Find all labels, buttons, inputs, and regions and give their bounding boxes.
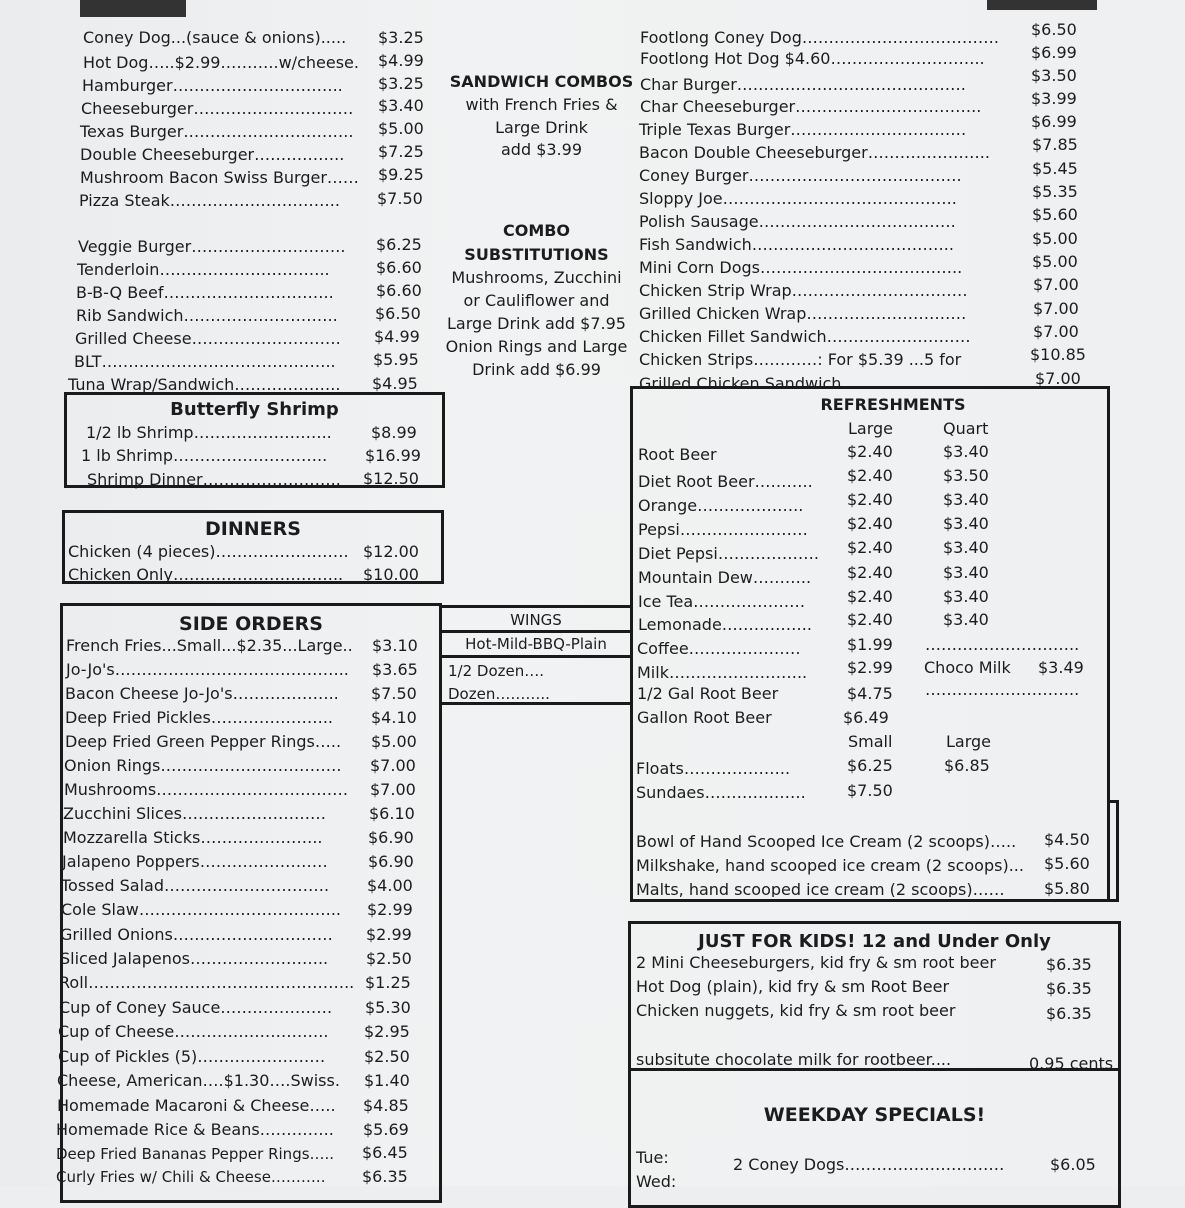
side-item-label: Mushrooms……………………………… bbox=[64, 780, 349, 799]
kids-title: JUST FOR KIDS! 12 and Under Only bbox=[698, 931, 1051, 952]
side-item-price: $6.90 bbox=[368, 828, 414, 847]
coffee-price: $1.99 bbox=[847, 635, 893, 654]
col-small-header: Small bbox=[848, 732, 893, 751]
dinners-box bbox=[62, 510, 444, 584]
menu-item-price: $3.25 bbox=[378, 74, 424, 93]
side-item-label: Roll………………………………………….. bbox=[59, 973, 355, 992]
refreshments-right-rule bbox=[1116, 800, 1119, 902]
menu-item-price: $5.00 bbox=[378, 119, 424, 138]
gallon-label: Gallon Root Beer bbox=[637, 708, 772, 727]
weekday-title: WEEKDAY SPECIALS! bbox=[763, 1104, 986, 1126]
menu-item-price: $10.85 bbox=[1030, 345, 1086, 364]
ice-cream-bowl-price: $4.50 bbox=[1044, 830, 1090, 849]
menu-item-label: Footlong Hot Dog $4.60……………………….. bbox=[640, 49, 985, 68]
wings-rule bbox=[441, 605, 631, 608]
drink-label: Pepsi…………………… bbox=[638, 520, 808, 539]
shrimp-item-price: $16.99 bbox=[365, 446, 421, 465]
milk-label: Milk…………………….. bbox=[637, 663, 808, 682]
wings-flavors: Hot-Mild-BBQ-Plain bbox=[465, 635, 607, 653]
shrimp-item-price: $12.50 bbox=[363, 469, 419, 488]
menu-item-price: $6.25 bbox=[376, 235, 422, 254]
side-item-label: Cup of Pickles (5)…………………… bbox=[58, 1047, 326, 1066]
substitutions-title: COMBO bbox=[502, 221, 571, 240]
side-item-label: Homemade Macaroni & Cheese….. bbox=[57, 1096, 336, 1115]
coffee-label: Coffee………………… bbox=[637, 639, 801, 658]
weekday-tue-item: 2 Coney Dogs………………………… bbox=[733, 1155, 1005, 1174]
drink-quart-price: $3.40 bbox=[943, 563, 989, 582]
menu-item-price: $5.35 bbox=[1032, 182, 1078, 201]
refreshments-title: REFRESHMENTS bbox=[820, 395, 966, 414]
menu-item-label: Chicken Strips…………: For $5.39 ...5 for bbox=[639, 350, 962, 369]
kids-item-price: $6.35 bbox=[1046, 955, 1092, 974]
drink-label: Orange……………….. bbox=[638, 496, 804, 515]
menu-item-price: $5.95 bbox=[373, 350, 419, 369]
combo-line: Large Drink bbox=[495, 118, 588, 137]
floats-label: Floats……………….. bbox=[636, 759, 791, 778]
combo-line: add $3.99 bbox=[500, 140, 582, 159]
menu-item-label: Grilled Cheese………………………. bbox=[75, 329, 341, 348]
menu-item-label: B-B-Q Beef………………………….. bbox=[76, 283, 334, 302]
menu-item-price: $5.45 bbox=[1032, 159, 1078, 178]
side-item-label: French Fries...Small...$2.35...Large.. bbox=[66, 636, 353, 655]
drink-quart-price: $3.40 bbox=[943, 610, 989, 629]
menu-item-label: BLT…………………………………….. bbox=[74, 352, 336, 371]
side-item-price: $2.95 bbox=[364, 1022, 410, 1041]
menu-item-price: $9.25 bbox=[378, 165, 424, 184]
side-item-label: Curly Fries w/ Chili & Cheese……….. bbox=[56, 1168, 326, 1186]
menu-item-label: Veggie Burger……………………….. bbox=[78, 237, 346, 256]
side-item-price: $7.00 bbox=[370, 780, 416, 799]
side-item-label: Bacon Cheese Jo-Jo's……………….. bbox=[65, 684, 339, 703]
col-large-header-2: Large bbox=[946, 732, 992, 751]
menu-item-price: $4.95 bbox=[372, 374, 418, 393]
dinner-item-label: Chicken Only………………………….. bbox=[68, 565, 344, 584]
menu-item-label: Mushroom Bacon Swiss Burger…… bbox=[80, 168, 359, 187]
logo-right bbox=[987, 0, 1097, 10]
side-item-label: Cup of Cheese……………………….. bbox=[58, 1022, 329, 1041]
side-item-price: $6.90 bbox=[368, 852, 414, 871]
menu-item-price: $5.00 bbox=[1032, 252, 1078, 271]
menu-item-price: $7.00 bbox=[1033, 322, 1079, 341]
side-item-label: Grilled Onions………………………… bbox=[60, 925, 333, 944]
weekday-box bbox=[628, 1068, 1121, 1208]
side-item-price: $3.10 bbox=[372, 636, 418, 655]
menu-item-price: $6.60 bbox=[376, 281, 422, 300]
gallon-price: $6.49 bbox=[843, 708, 889, 727]
side-item-label: Cup of Coney Sauce………………… bbox=[59, 998, 333, 1017]
menu-item-label: Char Burger……………………………………. bbox=[640, 75, 966, 94]
wings-title: WINGS bbox=[510, 611, 562, 629]
menu-item-label: Fish Sandwich……………………………….. bbox=[639, 235, 954, 254]
menu-item-label: Cheeseburger………………………… bbox=[81, 99, 354, 118]
drink-quart-price: $3.40 bbox=[943, 442, 989, 461]
menu-item-price: $7.00 bbox=[1033, 299, 1079, 318]
drink-quart-price: $3.40 bbox=[943, 587, 989, 606]
side-item-price: $2.99 bbox=[366, 925, 412, 944]
menu-item-price: $3.50 bbox=[1031, 66, 1077, 85]
menu-item-label: Coney Dog...(sauce & onions)..... bbox=[83, 28, 347, 47]
side-item-price: $5.00 bbox=[371, 732, 417, 751]
side-item-price: $4.00 bbox=[367, 876, 413, 895]
malts-label: Malts, hand scooped ice cream (2 scoops)…… bbox=[636, 880, 1005, 897]
menu-item-price: $3.99 bbox=[1031, 89, 1077, 108]
side-item-label: Zucchini Slices……………………… bbox=[63, 804, 326, 823]
shrimp-title: Butterfly Shrimp bbox=[170, 399, 339, 420]
side-item-label: Jalapeno Poppers…………………… bbox=[62, 852, 328, 871]
side-item-label: Jo-Jo's…………………………………….. bbox=[66, 660, 349, 679]
kids-substitute-price: 0.95 cents bbox=[1029, 1054, 1114, 1073]
refreshments-right-rule bbox=[1107, 386, 1110, 801]
menu-item-label: Mini Corn Dogs……………………………….. bbox=[639, 258, 963, 277]
milkshake-price: $5.60 bbox=[1044, 854, 1090, 873]
side-item-label: Deep Fried Bananas Pepper Rings….. bbox=[56, 1145, 335, 1163]
side-item-label: Onion Rings……………………………. bbox=[64, 756, 342, 775]
menu-item-label: Tenderloin………………………….. bbox=[77, 260, 330, 279]
substitution-line: Mushrooms, Zucchini bbox=[451, 268, 622, 287]
drink-quart-price: $3.50 bbox=[943, 466, 989, 485]
side-item-price: $1.40 bbox=[364, 1071, 410, 1090]
drink-label: Mountain Dew……….. bbox=[638, 568, 812, 587]
wings-dozen: Dozen……….. bbox=[448, 685, 550, 703]
shrimp-item-label: 1 lb Shrimp……………………….. bbox=[81, 446, 328, 465]
wings-rule bbox=[441, 630, 631, 633]
weekday-tue-day: Tue: bbox=[636, 1148, 669, 1167]
coffee-dots: ……………………….. bbox=[925, 635, 1080, 654]
col-large-header: Large bbox=[848, 419, 894, 438]
kids-item-price: $6.35 bbox=[1046, 979, 1092, 998]
half-gallon-price: $4.75 bbox=[847, 684, 893, 703]
menu-item-label: Chicken Fillet Sandwich……………………… bbox=[639, 327, 971, 346]
drink-large-price: $2.40 bbox=[847, 514, 893, 533]
side-item-label: Cheese, American….$1.30….Swiss. bbox=[57, 1071, 340, 1090]
drink-quart-price: $3.40 bbox=[943, 490, 989, 509]
drink-label: Root Beer bbox=[638, 445, 717, 464]
menu-item-label: Double Cheeseburger…………….. bbox=[80, 145, 345, 164]
side-item-price: $6.45 bbox=[362, 1143, 408, 1162]
menu-item-price: $6.50 bbox=[375, 304, 421, 323]
kids-item-label: 2 Mini Cheeseburgers, kid fry & sm root beer bbox=[636, 953, 996, 972]
menu-item-label: Texas Burger………………………….. bbox=[80, 122, 354, 141]
side-item-price: $7.50 bbox=[371, 684, 417, 703]
menu-item-label: Footlong Coney Dog………………………………. bbox=[640, 28, 999, 47]
side-item-label: Tossed Salad…………………………. bbox=[61, 876, 330, 895]
menu-item-label: Chicken Strip Wrap…………………………… bbox=[639, 281, 968, 300]
milkshake-label: Milkshake, hand scooped ice cream (2 scoops)... bbox=[636, 856, 1024, 875]
side-orders-title: SIDE ORDERS bbox=[179, 613, 323, 635]
kids-substitute-label: subsitute chocolate milk for rootbeer.... bbox=[636, 1050, 952, 1069]
dinner-item-price: $12.00 bbox=[363, 542, 419, 561]
weekday-tue-price: $6.05 bbox=[1050, 1155, 1096, 1174]
sundaes-price: $7.50 bbox=[847, 781, 893, 800]
side-item-price: $6.10 bbox=[369, 804, 415, 823]
choco-milk-label: Choco Milk bbox=[924, 658, 1011, 677]
shrimp-box bbox=[64, 392, 445, 488]
wings-rule bbox=[441, 655, 631, 658]
drink-label: Lemonade…………….. bbox=[638, 615, 812, 634]
menu-item-price: $7.00 bbox=[1033, 275, 1079, 294]
kids-item-label: Hot Dog (plain), kid fry & sm Root Beer bbox=[636, 977, 950, 996]
drink-large-price: $2.40 bbox=[847, 610, 893, 629]
side-item-price: $5.30 bbox=[365, 998, 411, 1017]
menu-item-price: $3.40 bbox=[378, 96, 424, 115]
menu-item-price: $7.25 bbox=[378, 142, 424, 161]
side-item-price: $2.99 bbox=[367, 900, 413, 919]
dinner-item-price: $10.00 bbox=[363, 565, 419, 584]
menu-item-label: Pizza Steak………………………….. bbox=[79, 191, 340, 210]
side-item-price: $7.00 bbox=[370, 756, 416, 775]
menu-item-label: Polish Sausage………………………………. bbox=[639, 212, 956, 231]
side-item-label: Deep Fried Green Pepper Rings….. bbox=[65, 732, 342, 751]
menu-item-label: Rib Sandwich……………………….. bbox=[76, 306, 338, 325]
menu-item-price: $6.99 bbox=[1031, 112, 1077, 131]
drink-label: Diet Root Beer……….. bbox=[638, 472, 813, 491]
drink-large-price: $2.40 bbox=[847, 490, 893, 509]
sundaes-label: Sundaes………………. bbox=[636, 783, 806, 802]
menu-item-price: $6.60 bbox=[376, 258, 422, 277]
menu-item-label: Char Cheeseburger…………………………….. bbox=[640, 97, 982, 116]
weekday-wed-day: Wed: bbox=[636, 1172, 677, 1191]
half-gallon-dots: ……………………….. bbox=[925, 680, 1080, 699]
menu-item-label: Bacon Double Cheeseburger………………….. bbox=[639, 143, 990, 162]
menu-item-price: $5.00 bbox=[1032, 229, 1078, 248]
floats-small-price: $6.25 bbox=[847, 756, 893, 775]
refreshments-bottom-rule bbox=[630, 899, 1119, 902]
menu-item-label: Hamburger………………………….. bbox=[82, 76, 343, 95]
side-item-price: $2.50 bbox=[364, 1047, 410, 1066]
substitution-line: Drink add $6.99 bbox=[472, 360, 601, 379]
menu-item-price: $3.25 bbox=[378, 28, 424, 47]
shrimp-item-label: Shrimp Dinner…………………….. bbox=[87, 470, 341, 489]
menu-item-price: $4.99 bbox=[378, 51, 424, 70]
side-item-price: $5.69 bbox=[363, 1120, 409, 1139]
col-quart-header: Quart bbox=[943, 419, 989, 438]
menu-item-label: Grilled Chicken Wrap………………………… bbox=[639, 304, 967, 323]
side-item-price: $4.85 bbox=[363, 1096, 409, 1115]
kids-item-label: Chicken nuggets, kid fry & sm root beer bbox=[636, 1001, 956, 1020]
drink-large-price: $2.40 bbox=[847, 538, 893, 557]
drink-quart-price: $3.40 bbox=[943, 514, 989, 533]
menu-item-price: $7.50 bbox=[377, 189, 423, 208]
menu-item-label: Sloppy Joe…………………………………….. bbox=[639, 189, 957, 208]
menu-item-price: $7.85 bbox=[1032, 135, 1078, 154]
menu-item-price: $4.99 bbox=[374, 327, 420, 346]
drink-large-price: $2.40 bbox=[847, 442, 893, 461]
side-item-label: Cole Slaw……………………………….. bbox=[61, 900, 341, 919]
side-item-price: $4.10 bbox=[371, 708, 417, 727]
substitution-line: or Cauliflower and bbox=[463, 291, 610, 310]
menu-item-label: Triple Texas Burger…………………………… bbox=[639, 120, 967, 139]
half-gallon-label: 1/2 Gal Root Beer bbox=[637, 684, 779, 703]
malts-price: $5.80 bbox=[1044, 879, 1090, 898]
side-item-price: $1.25 bbox=[365, 973, 411, 992]
substitution-line: Onion Rings and Large bbox=[445, 337, 628, 356]
combo-line: with French Fries & bbox=[465, 95, 618, 114]
choco-milk-price: $3.49 bbox=[1038, 658, 1084, 677]
side-item-label: Mozzarella Sticks………………….. bbox=[63, 828, 323, 847]
substitutions-title: SUBSTITUTIONS bbox=[464, 245, 609, 264]
dinners-title: DINNERS bbox=[205, 518, 301, 540]
menu-item-label: Grilled Chicken Sandwich……………………….. bbox=[639, 374, 996, 393]
kids-item-price: $6.35 bbox=[1046, 1004, 1092, 1023]
menu-item-label: Tuna Wrap/Sandwich……………….. bbox=[68, 375, 341, 394]
menu-item-price: $5.60 bbox=[1032, 205, 1078, 224]
side-item-label: Sliced Jalapenos…………………….. bbox=[60, 949, 329, 968]
side-item-label: Deep Fried Pickles………………….. bbox=[65, 708, 333, 727]
drink-label: Ice Tea………………… bbox=[638, 592, 806, 611]
dinner-item-label: Chicken (4 pieces)……………………. bbox=[68, 542, 349, 561]
ice-cream-bowl-label: Bowl of Hand Scooped Ice Cream (2 scoops)….. bbox=[636, 832, 1017, 851]
menu-item-price: $7.00 bbox=[1035, 369, 1081, 388]
drink-large-price: $2.40 bbox=[847, 563, 893, 582]
combo-title: SANDWICH COMBOS bbox=[449, 72, 634, 91]
drink-large-price: $2.40 bbox=[847, 466, 893, 485]
wings-half-dozen: 1/2 Dozen…. bbox=[448, 662, 545, 680]
floats-large-price: $6.85 bbox=[944, 756, 990, 775]
menu-item-label: Hot Dog…..$2.99………..w/cheese. bbox=[83, 53, 359, 72]
side-item-price: $2.50 bbox=[366, 949, 412, 968]
side-item-price: $6.35 bbox=[362, 1167, 408, 1186]
logo-left bbox=[80, 0, 186, 17]
drink-quart-price: $3.40 bbox=[943, 538, 989, 557]
drink-label: Diet Pepsi………………. bbox=[638, 544, 819, 563]
side-item-price: $3.65 bbox=[372, 660, 418, 679]
milk-price: $2.99 bbox=[847, 658, 893, 677]
shrimp-item-label: 1/2 lb Shrimp…………………….. bbox=[86, 423, 332, 442]
menu-item-price: $6.99 bbox=[1031, 43, 1077, 62]
side-item-label: Homemade Rice & Beans………….. bbox=[56, 1120, 334, 1139]
menu-item-label: Coney Burger…………………………………. bbox=[639, 166, 962, 185]
substitution-line: Large Drink add $7.95 bbox=[447, 314, 626, 333]
shrimp-item-price: $8.99 bbox=[371, 423, 417, 442]
drink-large-price: $2.40 bbox=[847, 587, 893, 606]
menu-item-price: $6.50 bbox=[1031, 20, 1077, 39]
